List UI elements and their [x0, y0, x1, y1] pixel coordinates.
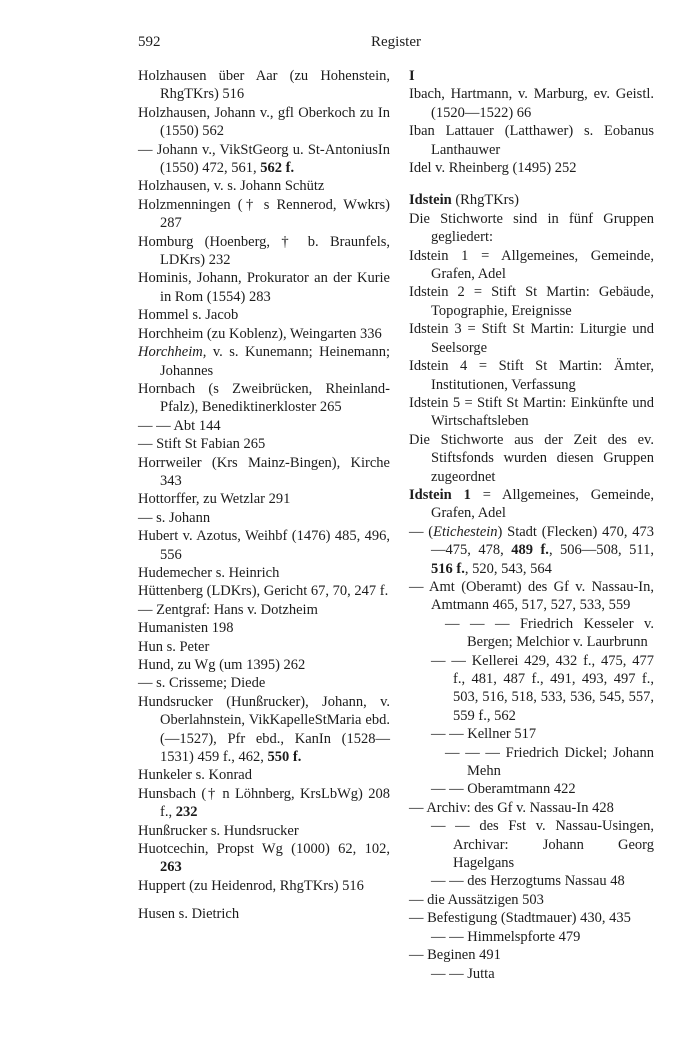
index-entry: — — Jutta	[431, 965, 495, 982]
index-entry: Hundsrucker (Hunßrucker), Johann, v. Oberlahnstein, VikKapelleStMaria ebd. (—1527), Pfr ebd., KanIn (1528—1531) 459 f., 462, 550 f.	[138, 693, 390, 766]
index-entry: Huotcechin, Propst Wg (1000) 62, 102, 263	[138, 841, 390, 876]
index-entry: Idstein 4 = Stift St Martin: Ämter, Institutionen, Verfassung	[409, 358, 654, 393]
index-entry: Humanisten 198	[138, 620, 234, 637]
index-entry: — — Himmelspforte 479	[431, 928, 581, 945]
index-entry: Idstein 2 = Stift St Martin: Gebäude, Topographie, Ereignisse	[409, 284, 654, 319]
index-entry: Hottorffer, zu Wetzlar 291	[138, 491, 291, 508]
index-entry: Iban Lattauer (Latthawer) s. Eobanus Lanthauwer	[409, 123, 654, 158]
index-entry: Hunsbach († n Löhnberg, KrsLbWg) 208 f., 232	[138, 785, 390, 821]
index-entry: Hubert v. Azotus, Weihbf (1476) 485, 496, 556	[138, 528, 390, 563]
left-column	[138, 67, 390, 924]
index-entry: Horrweiler (Krs Mainz-Bingen), Kirche 343	[138, 454, 390, 489]
index-entry: — — Oberamtmann 422	[431, 781, 576, 798]
index-entry: Hominis, Johann, Prokurator an der Kurie in Rom (1554) 283	[138, 270, 390, 305]
index-entry: — Zentgraf: Hans v. Dotzheim	[138, 601, 318, 618]
index-entry: Idstein 1 = Allgemeines, Gemeinde, Grafen, Adel	[409, 486, 654, 522]
index-entry: Hun s. Peter	[138, 638, 210, 655]
index-entry: Ibach, Hartmann, v. Marburg, ev. Geistl. (1520—1522) 66	[409, 86, 654, 121]
index-entry: Idel v. Rheinberg (1495) 252	[409, 160, 577, 177]
index-entry: — Johann v., VikStGeorg u. St-AntoniusIn (1550) 472, 561, 562 f.	[138, 141, 390, 177]
index-entry: Idstein (RhgTKrs)	[409, 192, 519, 209]
index-entry: Hunßrucker s. Hundsrucker	[138, 822, 299, 839]
index-entry: — s. Crisseme; Diede	[138, 675, 266, 692]
index-entry: Hommel s. Jacob	[138, 307, 239, 324]
index-entry: — Archiv: des Gf v. Nassau-In 428	[409, 799, 614, 816]
index-entry: Idstein 5 = Stift St Martin: Einkünfte und Wirtschaftsleben	[409, 394, 654, 430]
index-entry: Huppert (zu Heidenrod, RhgTKrs) 516	[138, 877, 364, 894]
index-entry: Horchheim (zu Koblenz), Weingarten 336	[138, 325, 382, 342]
page-number: 592	[138, 34, 161, 50]
index-entry: Hornbach (s Zweibrücken, Rheinland-Pfalz), Benediktinerkloster 265	[138, 380, 390, 416]
index-entry: Die Stichworte sind in fünf Gruppen gegliedert:	[409, 210, 654, 246]
index-entry: Hund, zu Wg (um 1395) 262	[138, 657, 306, 673]
index-entry: — Befestigung (Stadtmauer) 430, 435	[409, 910, 631, 927]
index-entry: Die Stichworte aus der Zeit des ev. Stiftsfonds wurden diesen Gruppen zugeordnet	[409, 431, 654, 485]
right-column	[409, 67, 654, 983]
page-header	[138, 34, 654, 58]
index-entry: Hudemecher s. Heinrich	[138, 564, 280, 581]
index-entry: Holzmenningen († s Rennerod, Wwkrs) 287	[138, 196, 390, 232]
index-entry: — s. Johann	[138, 509, 211, 526]
index-entry: Holzhausen über Aar (zu Hohenstein, RhgTKrs) 516	[138, 68, 390, 103]
index-entry: — Beginen 491	[409, 947, 501, 964]
index-entry: — — — Friedrich Kesseler v. Bergen; Melchior v. Laurbrunn	[445, 615, 654, 651]
index-entry: — — Abt 144	[138, 417, 221, 434]
index-entry: — — Kellner 517	[431, 726, 537, 743]
index-entry: — die Aussätzigen 503	[409, 891, 544, 908]
index-entry: — Stift St Fabian 265	[138, 436, 266, 453]
index-entry: I	[409, 68, 415, 84]
index-entry: — Amt (Oberamt) des Gf v. Nassau-In, Amtmann 465, 517, 527, 533, 559	[409, 578, 654, 614]
index-entry: Idstein 1 = Allgemeines, Gemeinde, Grafen, Adel	[409, 247, 654, 283]
index-entry: — — — Friedrich Dickel; Johann Mehn	[445, 744, 654, 780]
running-title: Register	[371, 34, 421, 50]
index-entry: Horchheim, v. s. Kunemann; Heinemann; Johannes	[138, 344, 390, 379]
index-entry: Idstein 3 = Stift St Martin: Liturgie und Seelsorge	[409, 321, 654, 356]
index-entry: Holzhausen, Johann v., gfl Oberkoch zu In (1550) 562	[138, 104, 390, 140]
index-entry: — — des Herzogtums Nassau 48	[431, 873, 625, 890]
index-entry: — — des Fst v. Nassau-Usingen, Archivar: Johann Georg Hagelgans	[431, 818, 654, 872]
index-entry: Homburg (Hoenberg, † b. Braunfels, LDKrs) 232	[138, 233, 390, 269]
index-entry: Hüttenberg (LDKrs), Gericht 67, 70, 247 f.	[138, 583, 389, 600]
index-entry: — (Etichestein) Stadt (Flecken) 470, 473—475, 478, 489 f., 506—508, 511, 516 f., 520, 543, 564	[409, 523, 654, 577]
index-entry: Holzhausen, v. s. Johann Schütz	[138, 178, 325, 195]
index-entry: — — Kellerei 429, 432 f., 475, 477 f., 481, 487 f., 491, 493, 497 f., 503, 516, 518, 533, 536, 545, 557, 559 f., 562	[431, 652, 654, 724]
index-entry: Husen s. Dietrich	[138, 906, 240, 923]
index-entry: Hunkeler s. Konrad	[138, 767, 252, 784]
